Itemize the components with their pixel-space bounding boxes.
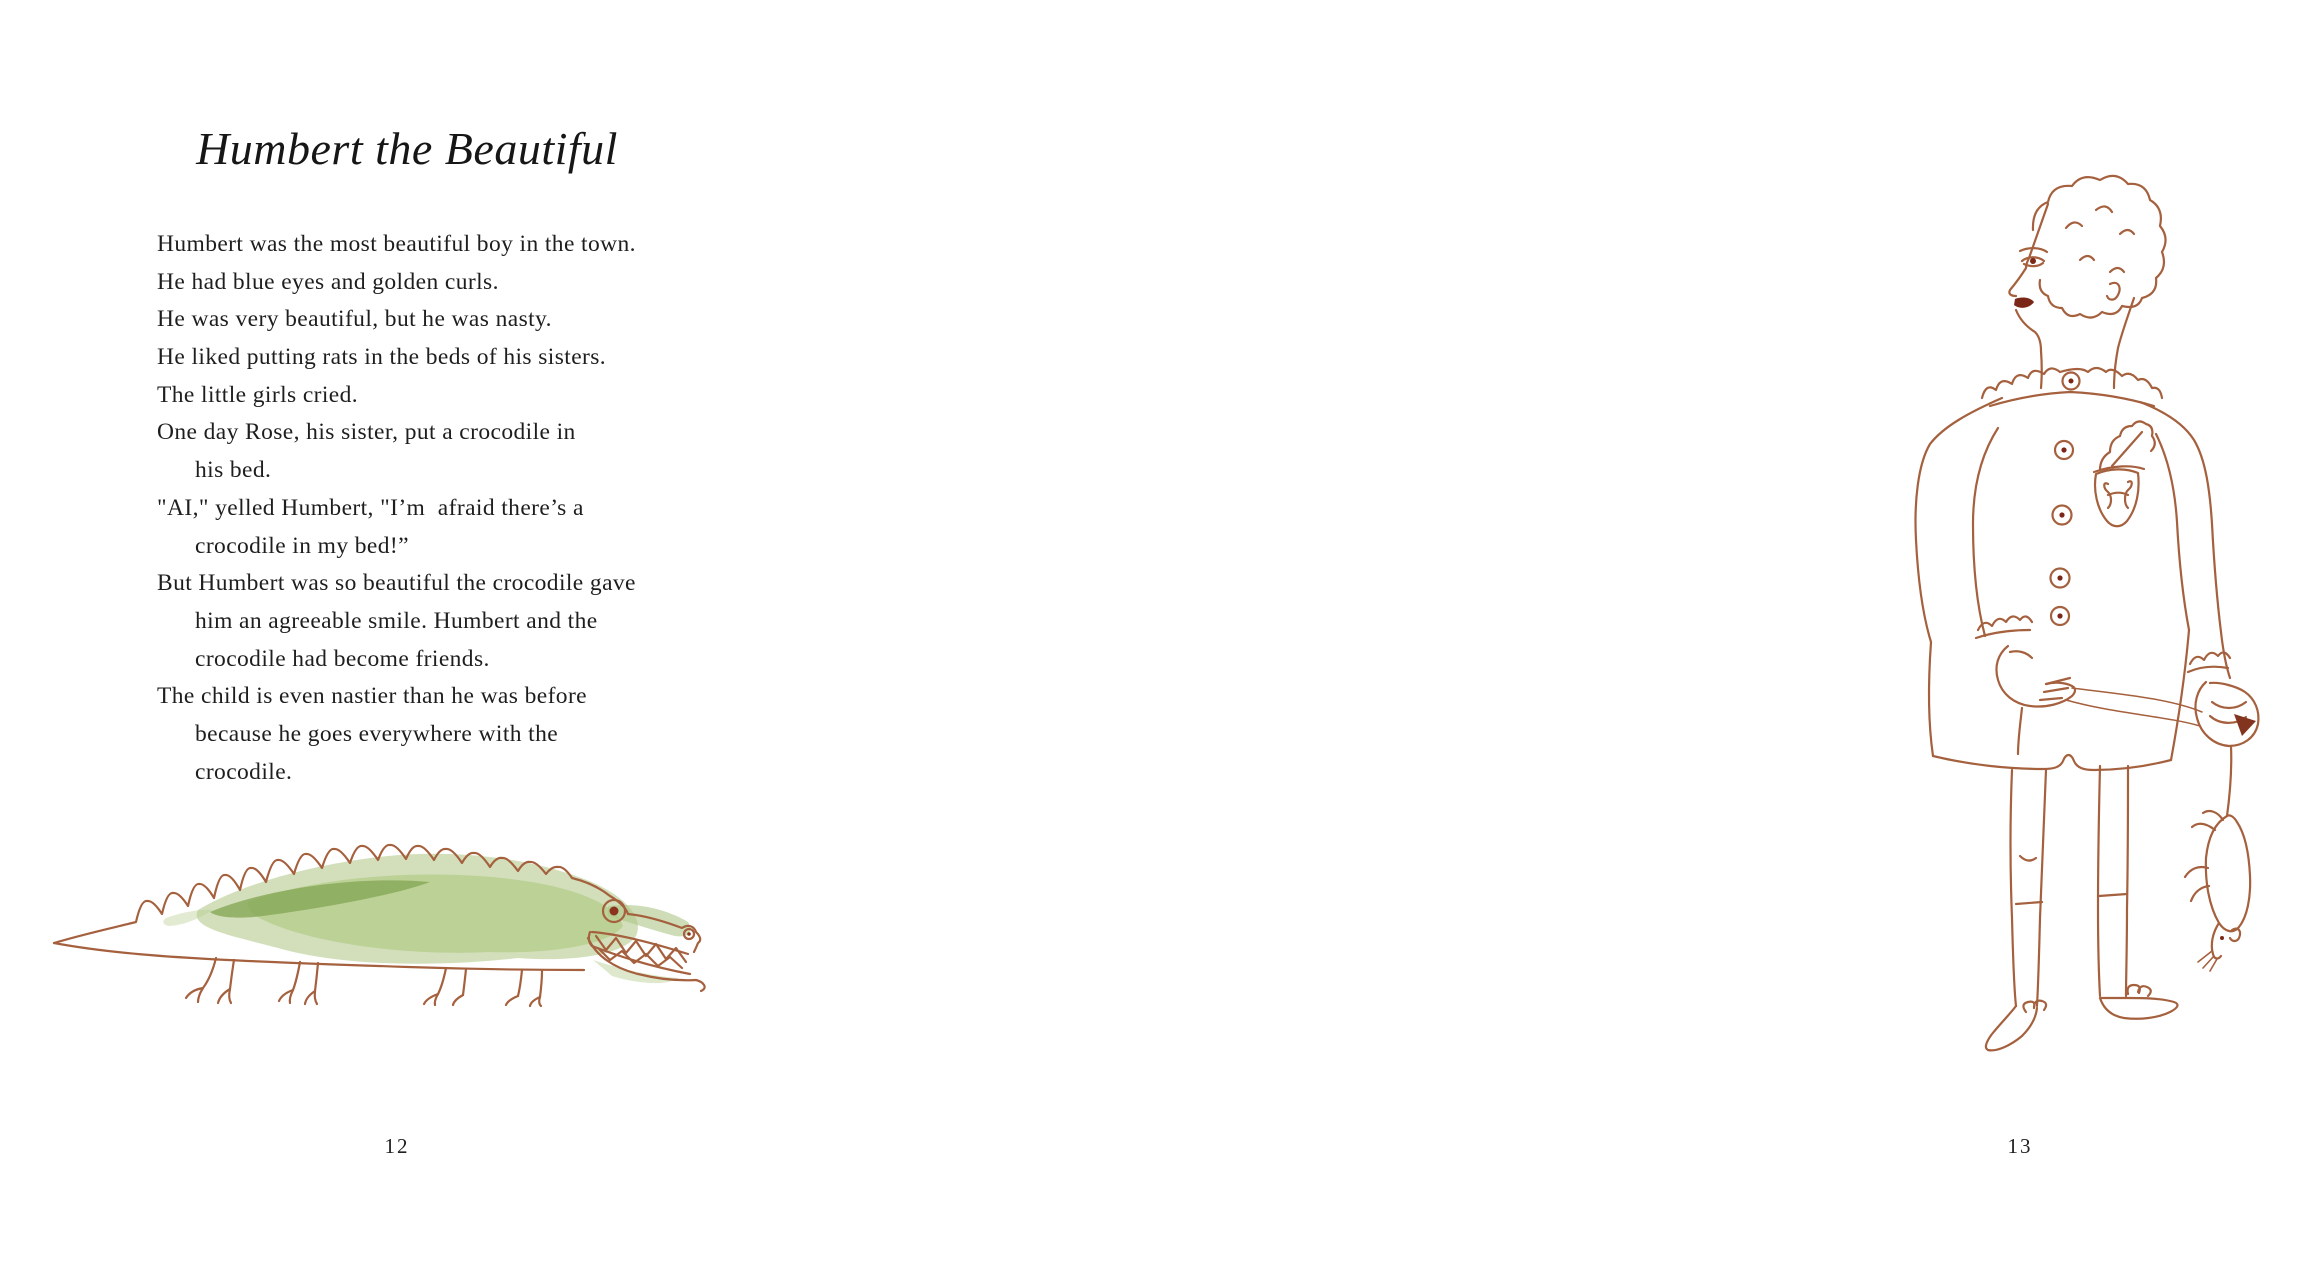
story-line: crocodile in my bed!” — [195, 532, 409, 559]
crocodile-illustration — [48, 810, 716, 1010]
left-page — [0, 0, 840, 1278]
story-line: The child is even nastier than he was before — [157, 683, 587, 710]
page-number-right: 13 — [2007, 1134, 2033, 1158]
story-title: Humbert the Beautiful — [196, 123, 618, 174]
story-line: The little girls cried. — [157, 381, 359, 408]
boy-with-rat-illustration — [1870, 168, 2300, 1068]
story-line: crocodile. — [195, 758, 293, 785]
story-line: because he goes everywhere with the — [195, 720, 559, 747]
story-line: crocodile had become friends. — [195, 645, 490, 672]
story-text — [157, 226, 717, 791]
page-number-left: 12 — [384, 1134, 410, 1158]
story-line: He had blue eyes and golden curls. — [157, 268, 499, 295]
story-line: But Humbert was so beautiful the crocodile gave — [157, 570, 636, 597]
right-page — [840, 0, 2033, 1278]
story-line: his bed. — [195, 457, 272, 484]
story-line: Humbert was the most beautiful boy in the town. — [157, 231, 636, 257]
story-line: him an agreeable smile. Humbert and the — [195, 607, 598, 634]
story-line: "AI," yelled Humbert, "I’m afraid there’s a — [157, 494, 584, 521]
story-line: He liked putting rats in the beds of his sisters. — [157, 344, 607, 371]
story-line: He was very beautiful, but he was nasty. — [157, 306, 552, 333]
story-line: One day Rose, his sister, put a crocodile in — [157, 419, 576, 446]
